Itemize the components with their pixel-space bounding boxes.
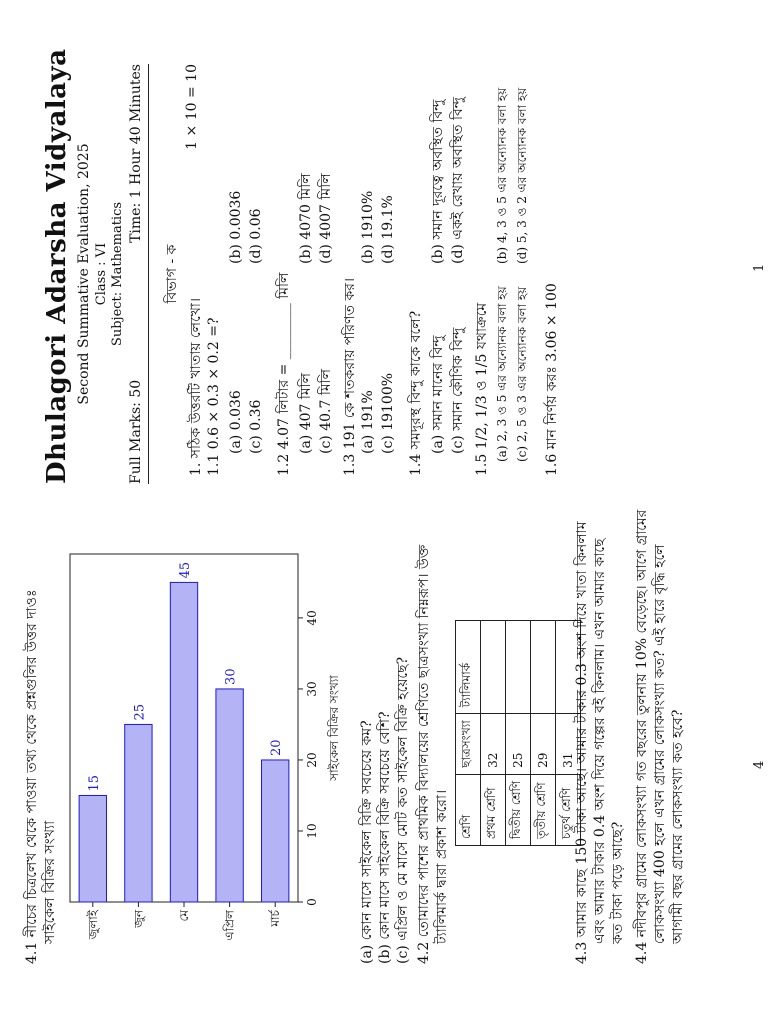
- q44-line2: লোকসংখ্যা 400 হলে এখন গ্রামের লোকসংখ্যা কত? এই হারে বৃদ্ধি হলে: [652, 544, 668, 944]
- table-cell: 29: [531, 714, 556, 775]
- tally-header-class: শ্রেণি: [456, 774, 481, 845]
- table-row: [531, 621, 556, 846]
- q41-question-c: (c) এপ্রিল ও মে মাসে মোট কত সাইকেল বিক্রি হয়েছে?: [395, 656, 411, 964]
- section-heading: বিভাগ - ক: [164, 244, 180, 304]
- table-cell: 31: [556, 714, 581, 775]
- category-label: মার্চ: [268, 910, 283, 927]
- q43-line3: কত টাকা পড়ে আছে?: [610, 821, 626, 944]
- q44-line1: 4.4 নদীবপুর গ্রামের লোকসংখ্যা গত বছরের তুলনায় 10% বেড়েছে। আগে গ্রামের: [634, 509, 650, 964]
- x-tick-label: 0: [305, 898, 319, 906]
- q1-2-option-d: (d) 4007 মিলি: [318, 173, 334, 264]
- category-label: জুলাই: [85, 910, 100, 940]
- q1-5-question: 1.5 1/2, 1/3 ও 1/5 যথাক্রমে: [474, 302, 490, 476]
- bar-value-label: 25: [132, 703, 148, 721]
- q1-5-option-d: (d) 5, 3 ও 2 এর অন্যোনক বলা হয়: [515, 87, 529, 264]
- category-label: এপ্রিল: [222, 910, 237, 941]
- bar: [170, 582, 197, 902]
- q1-3-option-b: (b) 1910%: [360, 190, 376, 264]
- category-label: মে: [177, 910, 191, 922]
- q1-4-option-a: (a) সমান মানের বিন্দু: [430, 335, 446, 454]
- q1-2-question: 1.2 4.07 লিটার = ________ মিলি: [276, 272, 292, 476]
- q42-line2: ট্যালিমার্ক দ্বারা প্রকাশ করো।: [434, 789, 450, 944]
- q1-1-option-b: (b) 0.0036: [228, 190, 244, 264]
- exam-time: Time: 1 Hour 40 Minutes: [128, 64, 144, 243]
- q1-3-question: 1.3 191 কে শতকরায় পরিণত কর।: [342, 278, 358, 476]
- q1-label: 1. সঠিক উত্তরটি খাতায় লেখো।: [188, 297, 204, 476]
- table-cell: 25: [506, 714, 531, 775]
- q1-5-option-c: (c) 2, 5 ও 3 এর অন্যোনক বলা হয়: [515, 286, 529, 462]
- q1-5-option-a: (a) 2, 3 ও 5 এর অন্যোনক বলা হয়: [495, 286, 509, 462]
- tally-header-row: [456, 621, 481, 846]
- x-tick-label: 40: [305, 610, 319, 626]
- x-tick-label: 10: [305, 823, 319, 839]
- x-tick-label: 30: [305, 681, 319, 697]
- q1-2-option-b: (b) 4070 মিলি: [298, 173, 314, 264]
- bar-value-label: 20: [269, 739, 285, 756]
- table-cell: প্রথম শ্রেণি: [481, 774, 506, 845]
- bar-value-label: 30: [223, 668, 239, 685]
- class-label: Class : VI: [94, 242, 109, 306]
- q1-1-option-c: (c) 0.36: [248, 399, 264, 454]
- subject-label: Subject: Mathematics: [110, 201, 125, 347]
- full-marks: Full Marks: 50: [128, 379, 144, 484]
- q42-line1: 4.2 তোমাদের পাশের প্রাথমিক বিদ্যালয়ের শ্রেণিতে ছাত্রসংখ্যা নিম্নরূপ। উক্ত: [416, 544, 432, 964]
- q1-4-option-b: (b) সমান দূরত্বে অবস্থিত বিন্দু: [430, 99, 446, 264]
- page-number-right: 1: [752, 263, 767, 272]
- bar: [79, 795, 106, 902]
- bar-value-label: 45: [178, 561, 193, 579]
- category-label: জুন: [131, 910, 146, 928]
- bar: [216, 689, 243, 902]
- school-title: Dhulagori Adarsha Vidyalaya: [42, 48, 72, 484]
- table-row: [481, 621, 506, 846]
- q1-3-option-c: (c) 19100%: [380, 372, 396, 454]
- x-tick-label: 20: [305, 752, 319, 768]
- page-number-left: 4: [752, 760, 767, 769]
- tally-table: [455, 620, 581, 846]
- q1-1-option-a: (a) 0.036: [228, 390, 244, 454]
- bar-chart: [58, 544, 358, 964]
- table-cell: তৃতীয় শ্রেণি: [531, 774, 556, 845]
- q44-line3: আগামী বছর গ্রামের লোকসংখ্যা কত হবে?: [670, 709, 686, 944]
- q1-5-option-b: (b) 4, 3 ও 5 এর অন্যোনক বলা হয়: [495, 87, 509, 264]
- table-cell: [481, 621, 506, 714]
- q43-line1: 4.3 আমার কাছে 150 টাকা আছে। আমার টাকার 0.3 অংশ দিয়ে খাতা কিনলাম: [574, 521, 590, 964]
- q1-1-option-d: (d) 0.06: [248, 208, 264, 264]
- q1-1-question: 1.1 0.6 × 0.3 × 0.2 =?: [206, 317, 222, 476]
- table-cell: [506, 621, 531, 714]
- q1-3-option-d: (d) 19.1%: [380, 195, 396, 264]
- table-cell: 32: [481, 714, 506, 775]
- q1-4-option-d: (d) একই রেখায় অবস্থিত বিন্দু: [450, 96, 466, 264]
- tally-header-students: ছাত্রসংখ্যা: [456, 714, 481, 775]
- bar: [125, 724, 152, 902]
- x-axis-label: সাইকেল বিক্রির সংখ্যা: [327, 675, 341, 781]
- exam-title: Second Summative Evaluation, 2025: [76, 143, 92, 405]
- q41-subtitle: সাইকেল বিক্রির সংখ্যা: [42, 820, 58, 944]
- table-cell: চতুর্থ শ্রেণি: [556, 774, 581, 845]
- q43-line2: এবং আমার টাকার 0.4 অংশ দিয়ে গল্পের বই কিনলাম। এখন আমার কাছে: [592, 538, 608, 944]
- bar: [262, 760, 289, 902]
- table-row: [506, 621, 531, 846]
- q1-4-option-c: (c) সমান কৌণিক বিন্দু: [450, 327, 466, 454]
- tally-header-tally: ট্যালিমার্ক: [456, 621, 481, 714]
- q41-label: 4.1 নীচের চিত্রলেখ থেকে পাওয়া তথ্য থেকে প্রশ্নগুলির উত্তর দাওঃ: [24, 589, 40, 964]
- q1-2-option-c: (c) 40.7 মিলি: [318, 368, 334, 454]
- bar-value-label: 15: [86, 774, 102, 792]
- table-cell: [531, 621, 556, 714]
- q1-marks: 1 × 10 = 10: [184, 64, 200, 150]
- table-cell: দ্বিতীয় শ্রেণি: [506, 774, 531, 845]
- q41-question-b: (b) কোন মাসে সাইকেল বিক্রি সবচেয়ে বেশি?: [377, 711, 393, 964]
- header-rule: [148, 64, 149, 484]
- q1-2-option-a: (a) 407 মিলি: [298, 372, 314, 454]
- q1-6-question: 1.6 মান নির্ণয় করঃ 3.06 × 100: [544, 283, 560, 476]
- q1-4-question: 1.4 সমদূরস্থ বিন্দু কাকে বলে?: [408, 310, 424, 476]
- q1-3-option-a: (a) 191%: [360, 390, 376, 454]
- q41-question-a: (a) কোন মাসে সাইকেল বিক্রি সবচেয়ে কম?: [359, 720, 375, 964]
